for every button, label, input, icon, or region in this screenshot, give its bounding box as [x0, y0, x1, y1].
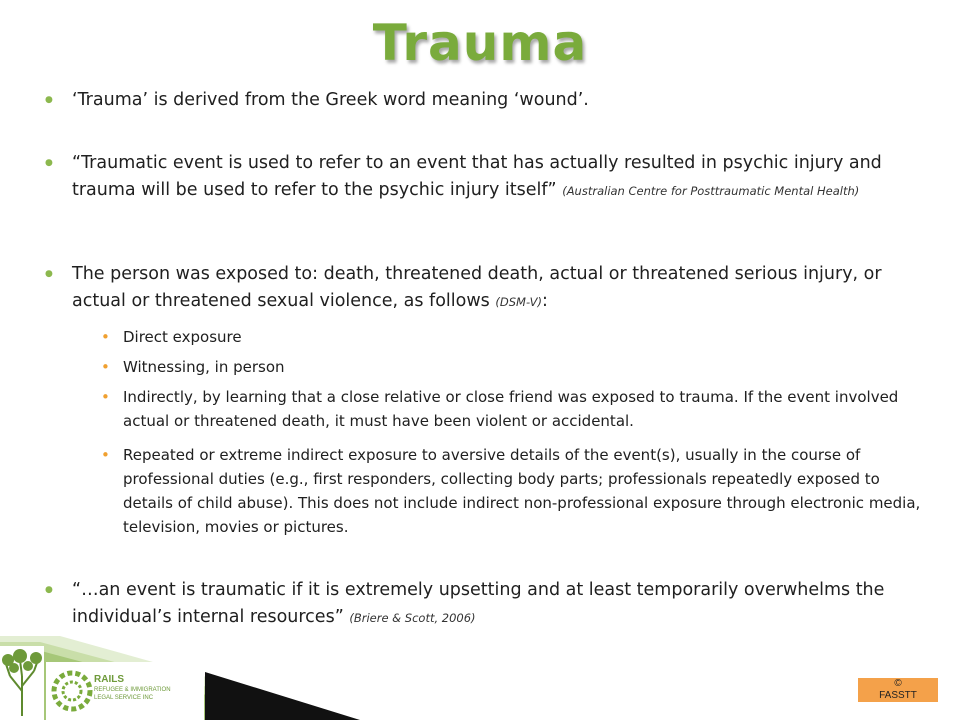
sub-bullet-2: [101, 355, 923, 379]
bullet-dot-icon: ●: [45, 585, 53, 595]
sub-bullet-4-text: Repeated or extreme indirect exposure to aversive details of the event(s), usually in the course of professional duties (e.g., first responders, collecting body parts; professionals repeatedly exposed to details of child abuse). This does not include indirect non-professional exposure through electronic media, television, movies or pictures.: [123, 446, 921, 536]
sub-bullet-1: [101, 325, 923, 349]
sub-bullet-4: [101, 443, 923, 539]
footer-logos: [0, 636, 205, 720]
rails-logo-subtext-2: LEGAL SERVICE INC: [94, 695, 154, 701]
sub-bullet-2-text: Witnessing, in person: [123, 358, 285, 376]
bullet-dot-icon: ●: [45, 158, 53, 168]
bullet-4: [45, 577, 912, 632]
sub-bullet-3-text: Indirectly, by learning that a close relative or close friend was exposed to trauma. If the event involved actual or threatened death, it must have been violent or accidental.: [123, 388, 899, 430]
sub-bullet-dot-icon: •: [101, 388, 110, 406]
bullet-2-text: “Traumatic event is used to refer to an event that has actually resulted in psychic injury and trauma will be used to refer to the psychic injury itself”: [72, 153, 882, 200]
sub-bullet-3: [101, 385, 923, 433]
bullet-3-tail: :: [541, 291, 548, 311]
bullet-4-citation: (Briere & Scott, 2006): [349, 611, 476, 625]
bullet-3-text: The person was exposed to: death, threatened death, actual or threatened serious injury, or actual or threatened sexual violence, as follows: [72, 264, 882, 311]
bullet-2-citation: (Australian Centre for Posttraumatic Mental Health): [562, 184, 860, 198]
bullet-1-text: ‘Trauma’ is derived from the Greek word meaning ‘wound’.: [72, 90, 589, 110]
bullet-3-citation: (DSM-V): [495, 295, 542, 309]
footer-graphic: [0, 636, 360, 720]
bullet-dot-icon: ●: [45, 95, 53, 105]
bullet-3: [45, 261, 912, 316]
bullet-4-text: “…an event is traumatic if it is extremely upsetting and at least temporarily overwhelms the individual’s internal resources”: [72, 580, 885, 627]
sub-bullet-dot-icon: •: [101, 358, 110, 376]
copyright-symbol: ©: [894, 678, 902, 689]
sub-bullet-dot-icon: •: [101, 328, 110, 346]
rails-logo-subtext-1: REFUGEE & IMMIGRATION: [94, 687, 171, 693]
bullet-2: [45, 150, 912, 205]
slide-title: Trauma: [372, 14, 588, 72]
bullet-1: [45, 87, 912, 114]
copyright-owner: FASSTT: [879, 690, 917, 701]
bullet-dot-icon: ●: [45, 269, 53, 279]
sub-bullet-dot-icon: •: [101, 446, 110, 464]
rails-logo-text: RAILS: [94, 674, 124, 685]
copyright-badge: [858, 678, 938, 702]
sub-bullet-1-text: Direct exposure: [123, 328, 242, 346]
